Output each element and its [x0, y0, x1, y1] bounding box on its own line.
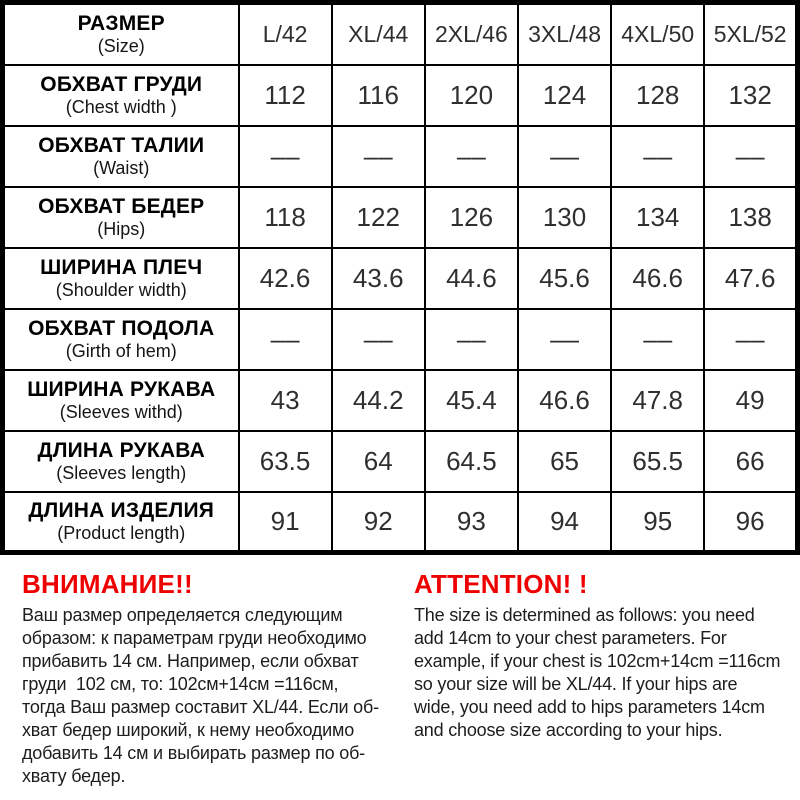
size-value-cell: 92 — [332, 492, 425, 553]
size-value-cell: 44.2 — [332, 370, 425, 431]
note-russian — [22, 569, 398, 788]
row-label-cell-size — [3, 3, 239, 65]
table-row-waist — [3, 126, 798, 187]
note-line: груди 102 см, то: 102см+14см =116см, — [22, 674, 339, 694]
note-line: прибавить 14 см. Например, если обхват — [22, 651, 359, 671]
row-label-en: (Product length) — [57, 522, 186, 543]
table-row-chest — [3, 65, 798, 126]
row-label-cell — [3, 492, 239, 553]
size-value-cell: 138 — [704, 187, 797, 248]
size-col-header: XL/44 — [332, 3, 425, 65]
note-line: The size is determined as follows: you need — [414, 605, 755, 625]
size-value-cell: –– — [239, 309, 332, 370]
size-value-cell: 134 — [611, 187, 704, 248]
row-label-cell — [3, 248, 239, 309]
table-row-hem — [3, 309, 798, 370]
size-value-cell: –– — [518, 126, 611, 187]
size-col-header: L/42 — [239, 3, 332, 65]
row-label-en: (Sleeves withd) — [59, 401, 183, 422]
row-label-en: (Girth of hem) — [65, 340, 177, 361]
size-value-cell: –– — [332, 309, 425, 370]
size-value-cell: 65 — [518, 431, 611, 492]
row-label-ru: ОБХВАТ БЕДЕР — [38, 194, 205, 218]
size-value-cell: –– — [332, 126, 425, 187]
size-value-cell: –– — [611, 126, 704, 187]
size-value-cell: –– — [425, 309, 518, 370]
row-label-en: (Waist) — [93, 157, 150, 178]
note-line: образом: к параметрам груди необходимо — [22, 628, 367, 648]
table-row-product-length — [3, 492, 798, 553]
size-value-cell: 94 — [518, 492, 611, 553]
row-label-cell — [3, 370, 239, 431]
row-label-ru: РАЗМЕР — [77, 11, 165, 35]
size-value-cell: 64.5 — [425, 431, 518, 492]
size-value-cell: 42.6 — [239, 248, 332, 309]
size-value-cell: 126 — [425, 187, 518, 248]
size-value-cell: 47.8 — [611, 370, 704, 431]
note-line: хвату бедер. — [22, 766, 126, 786]
row-label-ru: ДЛИНА РУКАВА — [37, 438, 205, 462]
size-value-cell: 66 — [704, 431, 797, 492]
size-value-cell: 46.6 — [611, 248, 704, 309]
note-line: example, if your chest is 102cm+14cm =116cm — [414, 651, 781, 671]
size-value-cell: 112 — [239, 65, 332, 126]
size-col-header: 4XL/50 — [611, 3, 704, 65]
size-value-cell: 128 — [611, 65, 704, 126]
size-value-cell: 43.6 — [332, 248, 425, 309]
size-value-cell: 124 — [518, 65, 611, 126]
row-label-ru: ШИРИНА ПЛЕЧ — [40, 255, 203, 279]
size-value-cell: –– — [518, 309, 611, 370]
size-value-cell: 63.5 — [239, 431, 332, 492]
size-value-cell: –– — [704, 126, 797, 187]
note-line: добавить 14 см и выбирать размер по об- — [22, 743, 365, 763]
size-col-header: 3XL/48 — [518, 3, 611, 65]
size-value-cell: 130 — [518, 187, 611, 248]
note-line: wide, you need add to hips parameters 14cm — [414, 697, 765, 717]
size-value-cell: 43 — [239, 370, 332, 431]
size-col-header: 5XL/52 — [704, 3, 797, 65]
size-value-cell: 64 — [332, 431, 425, 492]
size-value-cell: 46.6 — [518, 370, 611, 431]
row-label-ru: ДЛИНА ИЗДЕЛИЯ — [28, 498, 215, 522]
row-label-cell — [3, 187, 239, 248]
size-value-cell: 118 — [239, 187, 332, 248]
row-label-ru: ОБХВАТ ГРУДИ — [40, 72, 203, 96]
attention-heading-ru: ВНИМАНИЕ!! — [22, 569, 193, 599]
table-header-row — [3, 3, 798, 65]
size-value-cell: 116 — [332, 65, 425, 126]
size-value-cell: 49 — [704, 370, 797, 431]
size-value-cell: 91 — [239, 492, 332, 553]
table-row-shoulder — [3, 248, 798, 309]
size-value-cell: 65.5 — [611, 431, 704, 492]
size-value-cell: 96 — [704, 492, 797, 553]
size-value-cell: –– — [704, 309, 797, 370]
note-line: хват бедер широкий, к нему необходимо — [22, 720, 355, 740]
size-value-cell: 45.4 — [425, 370, 518, 431]
size-value-cell: 93 — [425, 492, 518, 553]
row-label-ru: ШИРИНА РУКАВА — [27, 377, 216, 401]
row-label-cell — [3, 309, 239, 370]
notes-section — [0, 555, 800, 788]
size-value-cell: 95 — [611, 492, 704, 553]
note-line: Ваш размер определяется следующим — [22, 605, 343, 625]
size-value-cell: 45.6 — [518, 248, 611, 309]
row-label-en: (Size) — [97, 35, 145, 56]
row-label-en: (Shoulder width) — [55, 279, 187, 300]
row-label-ru: ОБХВАТ ПОДОЛА — [28, 316, 215, 340]
size-value-cell: 120 — [425, 65, 518, 126]
size-col-header: 2XL/46 — [425, 3, 518, 65]
row-label-en: (Sleeves length) — [56, 462, 187, 483]
table-row-hips — [3, 187, 798, 248]
size-value-cell: –– — [239, 126, 332, 187]
table-row-sleeve-width — [3, 370, 798, 431]
note-line: add 14cm to your chest parameters. For — [414, 628, 727, 648]
row-label-ru: ОБХВАТ ТАЛИИ — [38, 133, 205, 157]
note-line: so your size will be XL/44. If your hips are — [414, 674, 738, 694]
note-english — [414, 569, 792, 788]
row-label-en: (Hips) — [97, 218, 146, 239]
table-row-sleeve-length — [3, 431, 798, 492]
row-label-cell — [3, 431, 239, 492]
attention-heading-en: ATTENTION! ! — [414, 569, 588, 599]
note-line: and choose size according to your hips. — [414, 720, 723, 740]
size-value-cell: 44.6 — [425, 248, 518, 309]
size-value-cell: 122 — [332, 187, 425, 248]
row-label-cell — [3, 65, 239, 126]
note-line: тогда Ваш размер составит XL/44. Если об- — [22, 697, 379, 717]
row-label-cell — [3, 126, 239, 187]
row-label-en: (Chest width ) — [65, 96, 177, 117]
size-value-cell: 47.6 — [704, 248, 797, 309]
size-value-cell: –– — [425, 126, 518, 187]
size-value-cell: 132 — [704, 65, 797, 126]
size-value-cell: –– — [611, 309, 704, 370]
